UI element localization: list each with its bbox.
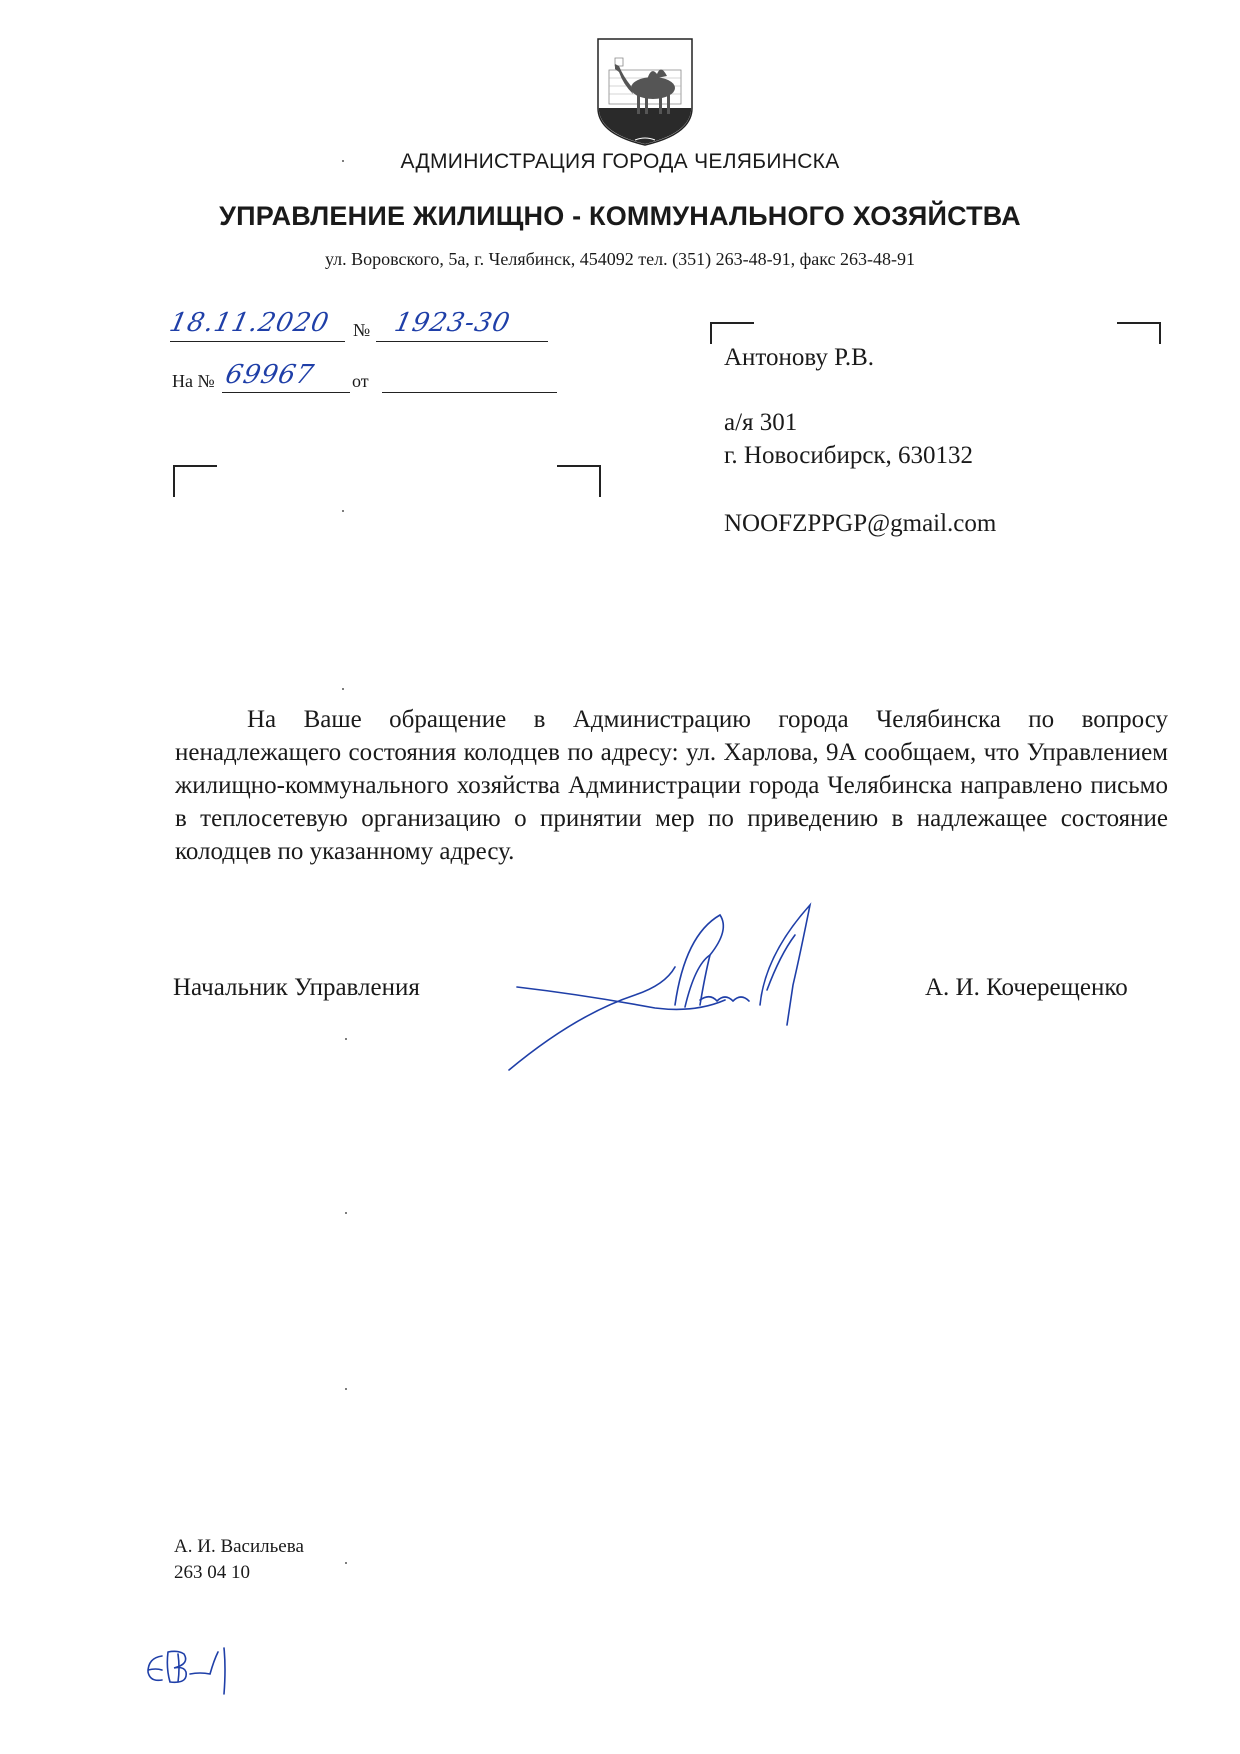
recipient-right-corner <box>1117 322 1161 344</box>
reply-label: На № <box>172 371 215 391</box>
scan-dot <box>342 160 344 162</box>
date-underline <box>170 341 345 342</box>
coat-of-arms-icon <box>595 36 695 148</box>
recipient-email: NOOFZPPGP@gmail.com <box>724 510 997 537</box>
scan-dot <box>345 1038 347 1040</box>
department-address: ул. Воровского, 5а, г. Челябинск, 454092 тел. (351) 263-48-91, факс 263-48-91 <box>324 249 916 269</box>
recipient-name: Антонову Р.В. <box>724 344 875 371</box>
number-label: № <box>353 320 371 340</box>
right-corner-mark <box>557 465 601 497</box>
from-underline <box>382 392 557 393</box>
scan-dot <box>345 1212 347 1214</box>
left-corner-mark <box>173 465 217 497</box>
number-underline <box>376 341 548 342</box>
from-label: от <box>352 371 369 391</box>
signer-title: Начальник Управления <box>173 974 420 1001</box>
initials-icon <box>140 1638 250 1698</box>
outgoing-number: 1923-30 <box>391 308 514 338</box>
executor-name: А. И. Васильева <box>174 1536 304 1557</box>
executor-phone: 263 04 10 <box>174 1562 250 1583</box>
recipient-po-box: а/я 301 <box>724 409 798 436</box>
scan-dot <box>342 688 344 690</box>
reply-number: 69967 <box>222 360 317 390</box>
recipient-left-corner <box>710 322 754 344</box>
scan-dot <box>342 510 344 512</box>
administration-name: АДМИНИСТРАЦИЯ ГОРОДА ЧЕЛЯБИНСКА <box>400 150 840 173</box>
scan-dot <box>345 1388 347 1390</box>
signature-icon <box>505 895 835 1085</box>
letter-body: На Ваше обращение в Администрацию города Челябинска по вопросу ненадлежащего состояния колодцев по адресу: ул. Харлова, 9А сообщаем, что Управлением жилищно-коммунального хозяйства Администрации города Челябинска направлено письмо в теплосетевую организацию о принятии мер по приведению в надлежащее состояние колодцев по указанному адресу. <box>175 706 1168 865</box>
reply-underline <box>222 392 350 393</box>
recipient-city: г. Новосибирск, 630132 <box>724 442 974 469</box>
signer-name: А. И. Кочерещенко <box>925 974 1128 1001</box>
scan-dot <box>345 1562 347 1564</box>
department-name: УПРАВЛЕНИЕ ЖИЛИЩНО - КОММУНАЛЬНОГО ХОЗЯЙСТВА <box>219 201 1021 231</box>
outgoing-date: 18.11.2020 <box>166 308 333 338</box>
